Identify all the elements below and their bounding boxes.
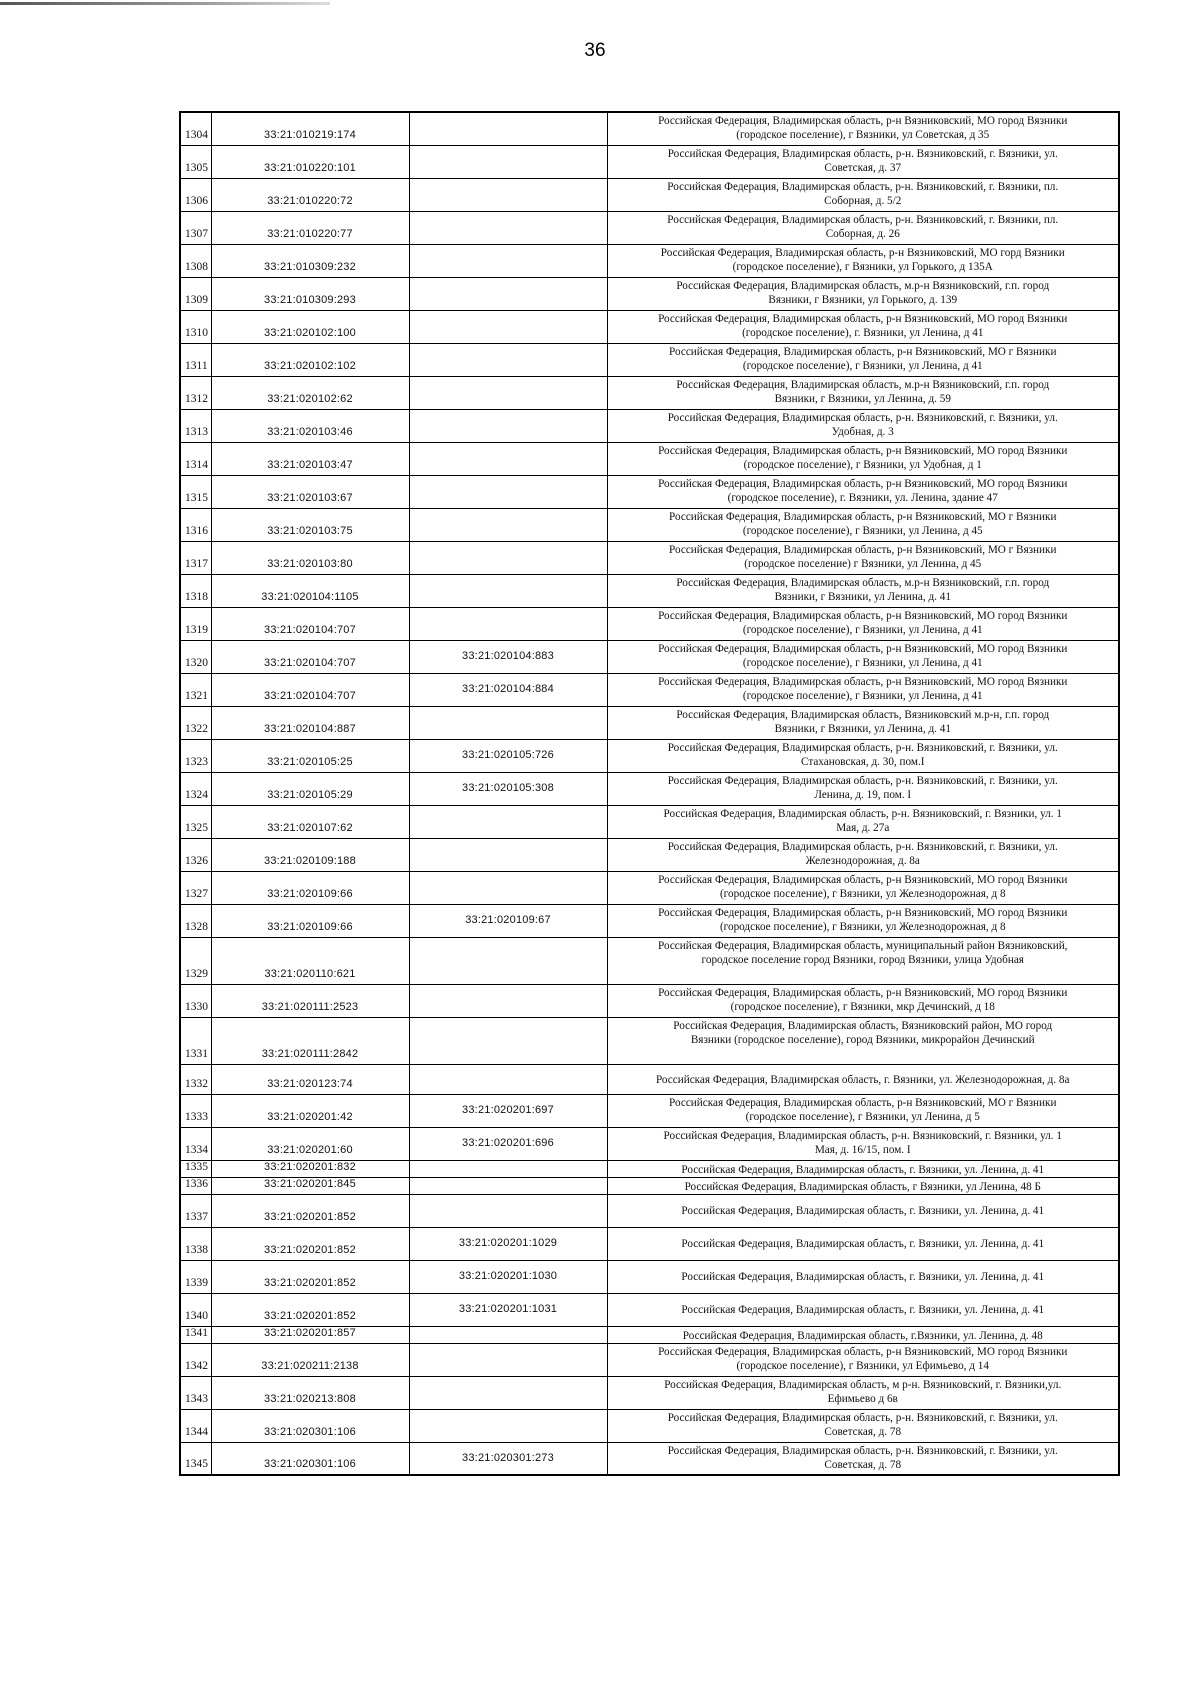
related-cadastral-number: [409, 112, 607, 145]
cadastral-number: 33:21:020102:100: [211, 310, 409, 343]
row-number: 1307: [180, 211, 211, 244]
cadastral-number: 33:21:020107:62: [211, 805, 409, 838]
address-cell: [607, 673, 1119, 706]
table-row: [180, 1293, 1119, 1326]
address-cell: [607, 178, 1119, 211]
address-line: (городское поселение), г Вязники, ул Ленина, д 41: [742, 623, 983, 636]
address-line: Советская, д. 78: [824, 1425, 902, 1438]
related-cadastral-number: [409, 409, 607, 442]
row-number: 1324: [180, 772, 211, 805]
table-row: [180, 1227, 1119, 1260]
table-row: [180, 607, 1119, 640]
table-row: [180, 838, 1119, 871]
address-cell: [607, 442, 1119, 475]
table-row: [180, 1127, 1119, 1160]
address-cell: [607, 640, 1119, 673]
address-cell: [607, 1094, 1119, 1127]
address-cell: [607, 1017, 1119, 1064]
cadastral-number: 33:21:010220:77: [211, 211, 409, 244]
address-cell: [607, 1194, 1119, 1227]
table-row: [180, 145, 1119, 178]
related-cadastral-number: [409, 1194, 607, 1227]
address-line: Российская Федерация, Владимирская область, р-н. Вязниковский, г. Вязники, ул.: [667, 774, 1058, 787]
row-number: 1311: [180, 343, 211, 376]
address-line: Российская Федерация, Владимирская область, р-н. Вязниковский, г. Вязники, пл.: [667, 180, 1059, 193]
cadastral-number: 33:21:020109:66: [211, 871, 409, 904]
address-line: Российская Федерация, Владимирская область, р-н. Вязниковский, г. Вязники, пл.: [667, 213, 1059, 226]
address-cell: [607, 1064, 1119, 1094]
address-cell: [607, 376, 1119, 409]
related-cadastral-number: [409, 1326, 607, 1343]
table-row: [180, 739, 1119, 772]
address-line: Ленина, д. 19, пом. I: [814, 788, 912, 801]
related-cadastral-number: [409, 211, 607, 244]
table-row: [180, 1376, 1119, 1409]
table-row: [180, 343, 1119, 376]
related-cadastral-number: 33:21:020105:726: [409, 739, 607, 772]
cadastral-number: 33:21:020105:25: [211, 739, 409, 772]
address-line: Соборная, д. 5/2: [824, 194, 902, 207]
related-cadastral-number: [409, 244, 607, 277]
address-line: Российская Федерация, Владимирская область, р-н Вязниковский, МО г Вязники: [669, 510, 1057, 523]
cadastral-number: 33:21:010309:232: [211, 244, 409, 277]
table-row: [180, 244, 1119, 277]
row-number: 1344: [180, 1409, 211, 1442]
row-number: 1309: [180, 277, 211, 310]
address-cell: [607, 277, 1119, 310]
table-row: [180, 277, 1119, 310]
cadastral-number: 33:21:020103:47: [211, 442, 409, 475]
table-row: [180, 541, 1119, 574]
table-row: [180, 409, 1119, 442]
address-line: Российская Федерация, Владимирская область, р-н Вязниковский, МО город Вязники: [658, 906, 1068, 919]
address-line: Российская Федерация, Владимирская область, р-н Вязниковский, МО город Вязники: [658, 115, 1068, 127]
row-number: 1332: [180, 1064, 211, 1094]
related-cadastral-number: [409, 1017, 607, 1064]
cadastral-number: 33:21:020201:852: [211, 1227, 409, 1260]
table-row: [180, 1160, 1119, 1177]
address-line: (городское поселение), г Вязники, ул Ленина, д 5: [745, 1110, 980, 1123]
address-line: Российская Федерация, Владимирская область, Вязниковский район, МО город: [673, 1019, 1053, 1032]
cadastral-number: 33:21:020103:46: [211, 409, 409, 442]
related-cadastral-number: [409, 541, 607, 574]
address-cell: [607, 706, 1119, 739]
related-cadastral-number: 33:21:020201:697: [409, 1094, 607, 1127]
cadastral-number: 33:21:020104:707: [211, 607, 409, 640]
address-line: Российская Федерация, Владимирская область, р-н. Вязниковский, г. Вязники, ул. 1: [663, 1129, 1062, 1142]
address-line: Соборная, д. 26: [825, 227, 900, 240]
related-cadastral-number: [409, 574, 607, 607]
address-line: Вязники, г Вязники, ул Ленина, д. 41: [774, 722, 951, 735]
table-row: [180, 475, 1119, 508]
cadastral-number: 33:21:010220:72: [211, 178, 409, 211]
table-row: [180, 1442, 1119, 1475]
row-number: 1306: [180, 178, 211, 211]
address-line: Российская Федерация, Владимирская область, р-н. Вязниковский, г. Вязники, ул.: [667, 1411, 1058, 1424]
address-cell: [607, 904, 1119, 937]
row-number: 1340: [180, 1293, 211, 1326]
cadastral-number: 33:21:020201:852: [211, 1194, 409, 1227]
table-row: [180, 1094, 1119, 1127]
table-row: [180, 904, 1119, 937]
cadastral-number: 33:21:010309:293: [211, 277, 409, 310]
cadastral-number: 33:21:020111:2842: [211, 1017, 409, 1064]
related-cadastral-number: [409, 838, 607, 871]
registry-table: [179, 111, 1120, 1476]
address-cell: [607, 1376, 1119, 1409]
related-cadastral-number: 33:21:020109:67: [409, 904, 607, 937]
address-line: Российская Федерация, Владимирская область, м.р-н Вязниковский, г.п. город: [676, 279, 1050, 292]
address-line: Российская Федерация, Владимирская область, р-н Вязниковский, МО г Вязники: [669, 1096, 1057, 1109]
related-cadastral-number: 33:21:020104:884: [409, 673, 607, 706]
table-row: [180, 706, 1119, 739]
related-cadastral-number: [409, 1160, 607, 1177]
cadastral-number: 33:21:020123:74: [211, 1064, 409, 1094]
row-number: 1305: [180, 145, 211, 178]
address-line: (городское поселение), г. Вязники, ул Ленина, д 41: [742, 326, 984, 339]
cadastral-number: 33:21:010219:174: [211, 112, 409, 145]
related-cadastral-number: 33:21:020105:308: [409, 772, 607, 805]
cadastral-number: 33:21:020211:2138: [211, 1343, 409, 1376]
table-row: [180, 178, 1119, 211]
address-cell: [607, 1227, 1119, 1260]
table-row: [180, 673, 1119, 706]
address-line: Российская Федерация, Владимирская область, р-н Вязниковский, МО город Вязники: [658, 444, 1068, 457]
row-number: 1313: [180, 409, 211, 442]
cadastral-number: 33:21:020111:2523: [211, 984, 409, 1017]
cadastral-number: 33:21:020201:60: [211, 1127, 409, 1160]
cadastral-number: 33:21:020301:106: [211, 1442, 409, 1475]
address-cell: [607, 984, 1119, 1017]
address-line: Российская Федерация, Владимирская область, г. Вязники, ул. Ленина, д. 41: [681, 1304, 1045, 1316]
table-row: [180, 1177, 1119, 1194]
address-cell: [607, 1442, 1119, 1475]
related-cadastral-number: [409, 937, 607, 984]
address-line: Российская Федерация, Владимирская область, р-н. Вязниковский, г. Вязники, ул. 1: [663, 807, 1062, 820]
row-number: 1317: [180, 541, 211, 574]
row-number: 1319: [180, 607, 211, 640]
related-cadastral-number: [409, 376, 607, 409]
cadastral-number: 33:21:020201:42: [211, 1094, 409, 1127]
table-row: [180, 1064, 1119, 1094]
address-line: Советская, д. 78: [824, 1458, 902, 1471]
address-cell: [607, 1343, 1119, 1376]
related-cadastral-number: [409, 1064, 607, 1094]
row-number: 1339: [180, 1260, 211, 1293]
address-cell: [607, 805, 1119, 838]
address-cell: [607, 211, 1119, 244]
row-number: 1325: [180, 805, 211, 838]
address-line: (городское поселение) г Вязники, ул Ленина, д 45: [744, 557, 982, 570]
address-line: Удобная, д. 3: [831, 425, 894, 438]
related-cadastral-number: [409, 145, 607, 178]
address-line: Российская Федерация, Владимирская область, р-н. Вязниковский, г. Вязники, ул.: [667, 1444, 1058, 1457]
cadastral-number: 33:21:020201:857: [211, 1326, 409, 1343]
related-cadastral-number: 33:21:020201:1029: [409, 1227, 607, 1260]
address-line: Вязники, г Вязники, ул Ленина, д. 59: [774, 392, 951, 405]
address-line: Российская Федерация, Владимирская область, р-н Вязниковский, МО город Вязники: [658, 642, 1068, 655]
address-line: Российская Федерация, Владимирская область, м.р-н Вязниковский, г.п. город: [676, 378, 1050, 391]
address-cell: [607, 871, 1119, 904]
related-cadastral-number: [409, 1376, 607, 1409]
related-cadastral-number: [409, 442, 607, 475]
cadastral-number: 33:21:020109:66: [211, 904, 409, 937]
address-line: (городское поселение), г Вязники, ул Железнодорожная, д 8: [719, 887, 1006, 900]
table-row: [180, 1343, 1119, 1376]
related-cadastral-number: [409, 508, 607, 541]
address-cell: [607, 475, 1119, 508]
cadastral-number: 33:21:020201:832: [211, 1160, 409, 1177]
address-line: Российская Федерация, Владимирская область, г. Вязники, ул. Ленина, д. 41: [681, 1205, 1045, 1217]
address-line: Российская Федерация, Владимирская область, р-н. Вязниковский, г. Вязники, ул.: [667, 741, 1058, 754]
cadastral-number: 33:21:020105:29: [211, 772, 409, 805]
table-row: [180, 310, 1119, 343]
cadastral-number: 33:21:020104:707: [211, 640, 409, 673]
address-line: Российская Федерация, Владимирская область, р-н Вязниковский, МО горд Вязники: [660, 246, 1065, 259]
cadastral-number: 33:21:020301:106: [211, 1409, 409, 1442]
cadastral-number: 33:21:020102:102: [211, 343, 409, 376]
address-cell: [607, 937, 1119, 984]
cadastral-number: 33:21:020104:1105: [211, 574, 409, 607]
cadastral-number: 33:21:020201:845: [211, 1177, 409, 1194]
table-row: [180, 376, 1119, 409]
address-cell: [607, 1177, 1119, 1194]
cadastral-number: 33:21:020102:62: [211, 376, 409, 409]
address-cell: [607, 145, 1119, 178]
row-number: 1338: [180, 1227, 211, 1260]
address-line: Железнодорожная, д. 8а: [805, 854, 920, 867]
row-number: 1308: [180, 244, 211, 277]
row-number: 1336: [180, 1177, 211, 1194]
address-line: (городское поселение), г Вязники, ул Советская, д 35: [736, 129, 990, 141]
address-line: Российская Федерация, Владимирская область, г. Вязники, ул. Ленина, д. 41: [681, 1163, 1045, 1176]
row-number: 1331: [180, 1017, 211, 1064]
address-line: Вязники, г Вязники, ул Ленина, д. 41: [774, 590, 951, 603]
table-row: [180, 1017, 1119, 1064]
address-cell: [607, 508, 1119, 541]
address-line: Российская Федерация, Владимирская область, р-н Вязниковский, МО г Вязники: [669, 543, 1057, 556]
related-cadastral-number: 33:21:020104:883: [409, 640, 607, 673]
address-line: Стахановская, д. 30, пом.I: [801, 755, 925, 768]
cadastral-number: 33:21:020104:707: [211, 673, 409, 706]
related-cadastral-number: [409, 277, 607, 310]
address-line: Российская Федерация, Владимирская область, р-н. Вязниковский, г. Вязники, ул.: [667, 840, 1058, 853]
related-cadastral-number: [409, 984, 607, 1017]
address-line: Российская Федерация, Владимирская область, Вязниковский м.р-н, г.п. город: [676, 708, 1050, 721]
address-line: Российская Федерация, Владимирская область, р-н Вязниковский, МО город Вязники: [658, 477, 1068, 490]
registry-table-body: [180, 112, 1119, 1475]
related-cadastral-number: 33:21:020201:1030: [409, 1260, 607, 1293]
row-number: 1318: [180, 574, 211, 607]
address-cell: [607, 574, 1119, 607]
table-row: [180, 871, 1119, 904]
row-number: 1330: [180, 984, 211, 1017]
table-row: [180, 984, 1119, 1017]
row-number: 1343: [180, 1376, 211, 1409]
address-line: Российская Федерация, Владимирская область, г Вязники, ул Ленина, 48 Б: [684, 1180, 1041, 1193]
row-number: 1321: [180, 673, 211, 706]
row-number: 1315: [180, 475, 211, 508]
row-number: 1304: [180, 112, 211, 145]
address-line: Российская Федерация, Владимирская область, р-н. Вязниковский, г. Вязники, ул.: [667, 411, 1058, 424]
related-cadastral-number: [409, 178, 607, 211]
related-cadastral-number: [409, 871, 607, 904]
related-cadastral-number: 33:21:020301:273: [409, 1442, 607, 1475]
table-row: [180, 937, 1119, 984]
page-number: 36: [584, 40, 606, 61]
table-row: [180, 1326, 1119, 1343]
table-row: [180, 640, 1119, 673]
related-cadastral-number: [409, 706, 607, 739]
address-line: Ефимьево д 6в: [827, 1392, 898, 1405]
address-cell: [607, 1326, 1119, 1343]
address-line: (городское поселение), г Вязники, ул Ленина, д 41: [742, 689, 983, 702]
address-cell: [607, 343, 1119, 376]
address-line: Российская Федерация, Владимирская область, р-н Вязниковский, МО город Вязники: [658, 312, 1068, 325]
table-row: [180, 508, 1119, 541]
cadastral-number: 33:21:020213:808: [211, 1376, 409, 1409]
row-number: 1328: [180, 904, 211, 937]
address-cell: [607, 739, 1119, 772]
address-cell: [607, 607, 1119, 640]
address-line: Российская Федерация, Владимирская область, р-н Вязниковский, МО город Вязники: [658, 1345, 1068, 1358]
row-number: 1316: [180, 508, 211, 541]
address-line: Российская Федерация, Владимирская область, р-н Вязниковский, МО город Вязники: [658, 675, 1068, 688]
cadastral-number: 33:21:020109:188: [211, 838, 409, 871]
address-line: (городское поселение), г Вязники, ул Ленина, д 45: [742, 524, 983, 537]
table-row: [180, 1409, 1119, 1442]
cadastral-number: 33:21:020110:621: [211, 937, 409, 984]
address-line: Российская Федерация, Владимирская область, м.р-н Вязниковский, г.п. город: [676, 576, 1050, 589]
table-row: [180, 211, 1119, 244]
address-line: Российская Федерация, Владимирская область, муниципальный район Вязниковский,: [658, 939, 1068, 952]
row-number: 1314: [180, 442, 211, 475]
related-cadastral-number: [409, 1409, 607, 1442]
address-line: Советская, д. 37: [824, 161, 902, 174]
scan-edge-line: [0, 2, 330, 5]
address-line: Российская Федерация, Владимирская область, р-н. Вязниковский, г. Вязники, ул.: [667, 147, 1058, 160]
address-line: Российская Федерация, Владимирская область, г.Вязники, ул. Ленина, д. 48: [682, 1329, 1043, 1342]
address-line: (городское поселение), г Вязники, ул Горького, д 135А: [732, 260, 993, 273]
related-cadastral-number: [409, 1177, 607, 1194]
row-number: 1320: [180, 640, 211, 673]
address-cell: [607, 244, 1119, 277]
row-number: 1310: [180, 310, 211, 343]
address-line: городское поселение город Вязники, город Вязники, улица Удобная: [701, 953, 1024, 966]
row-number: 1335: [180, 1160, 211, 1177]
address-cell: [607, 1293, 1119, 1326]
address-line: (городское поселение), г Вязники, ул Ленина, д 41: [742, 656, 983, 669]
row-number: 1333: [180, 1094, 211, 1127]
related-cadastral-number: [409, 607, 607, 640]
address-cell: [607, 112, 1119, 145]
table-row: [180, 1260, 1119, 1293]
cadastral-number: 33:21:020201:852: [211, 1260, 409, 1293]
address-cell: [607, 409, 1119, 442]
table-row: [180, 574, 1119, 607]
address-cell: [607, 772, 1119, 805]
table-row: [180, 1194, 1119, 1227]
row-number: 1312: [180, 376, 211, 409]
address-cell: [607, 1409, 1119, 1442]
address-line: Российская Федерация, Владимирская область, р-н Вязниковский, МО город Вязники: [658, 873, 1068, 886]
address-line: Российская Федерация, Владимирская область, р-н Вязниковский, МО город Вязники: [658, 986, 1068, 999]
table-row: [180, 772, 1119, 805]
address-cell: [607, 1160, 1119, 1177]
address-line: Вязники (городское поселение), город Вязники, микрорайон Дечинский: [690, 1033, 1035, 1046]
address-cell: [607, 1127, 1119, 1160]
row-number: 1345: [180, 1442, 211, 1475]
related-cadastral-number: 33:21:020201:696: [409, 1127, 607, 1160]
address-line: (городское поселение), г Вязники, ул Ленина, д 41: [742, 359, 983, 372]
address-line: Российская Федерация, Владимирская область, р-н Вязниковский, МО город Вязники: [658, 609, 1068, 622]
address-cell: [607, 838, 1119, 871]
address-line: (городское поселение), г. Вязники, ул. Ленина, здание 47: [727, 491, 998, 504]
row-number: 1323: [180, 739, 211, 772]
table-row: [180, 805, 1119, 838]
related-cadastral-number: [409, 475, 607, 508]
row-number: 1337: [180, 1194, 211, 1227]
row-number: 1327: [180, 871, 211, 904]
related-cadastral-number: [409, 310, 607, 343]
address-line: Вязники, г Вязники, ул Горького, д. 139: [768, 293, 958, 306]
address-line: Российская Федерация, Владимирская область, г. Вязники, ул. Железнодорожная, д. 8а: [655, 1073, 1070, 1086]
address-cell: [607, 310, 1119, 343]
table-row: [180, 112, 1119, 145]
related-cadastral-number: [409, 805, 607, 838]
address-cell: [607, 1260, 1119, 1293]
related-cadastral-number: [409, 343, 607, 376]
cadastral-number: 33:21:020104:887: [211, 706, 409, 739]
row-number: 1326: [180, 838, 211, 871]
related-cadastral-number: [409, 1343, 607, 1376]
address-cell: [607, 541, 1119, 574]
address-line: (городское поселение), г Вязники, ул Ефимьево, д 14: [736, 1359, 989, 1372]
address-line: Российская Федерация, Владимирская область, г. Вязники, ул. Ленина, д. 41: [681, 1271, 1045, 1283]
related-cadastral-number: 33:21:020201:1031: [409, 1293, 607, 1326]
address-line: (городское поселение), г Вязники, ул Удобная, д 1: [743, 458, 982, 471]
cadastral-number: 33:21:020103:80: [211, 541, 409, 574]
row-number: 1329: [180, 937, 211, 984]
cadastral-number: 33:21:010220:101: [211, 145, 409, 178]
address-line: Мая, д. 16/15, пом. I: [814, 1143, 911, 1156]
address-line: Российская Федерация, Владимирская область, м р-н. Вязниковский, г. Вязники,ул.: [664, 1378, 1062, 1391]
address-line: Российская Федерация, Владимирская область, г. Вязники, ул. Ленина, д. 41: [681, 1238, 1045, 1250]
table-row: [180, 442, 1119, 475]
cadastral-number: 33:21:020103:67: [211, 475, 409, 508]
row-number: 1341: [180, 1326, 211, 1343]
address-line: (городское поселение), г Вязники, ул Железнодорожная, д 8: [719, 920, 1006, 933]
row-number: 1342: [180, 1343, 211, 1376]
cadastral-number: 33:21:020201:852: [211, 1293, 409, 1326]
address-line: Российская Федерация, Владимирская область, р-н Вязниковский, МО г Вязники: [669, 345, 1057, 358]
row-number: 1322: [180, 706, 211, 739]
address-line: Мая, д. 27а: [836, 821, 890, 834]
row-number: 1334: [180, 1127, 211, 1160]
cadastral-number: 33:21:020103:75: [211, 508, 409, 541]
address-line: (городское поселение), г Вязники, мкр Дечинский, д 18: [730, 1000, 995, 1013]
